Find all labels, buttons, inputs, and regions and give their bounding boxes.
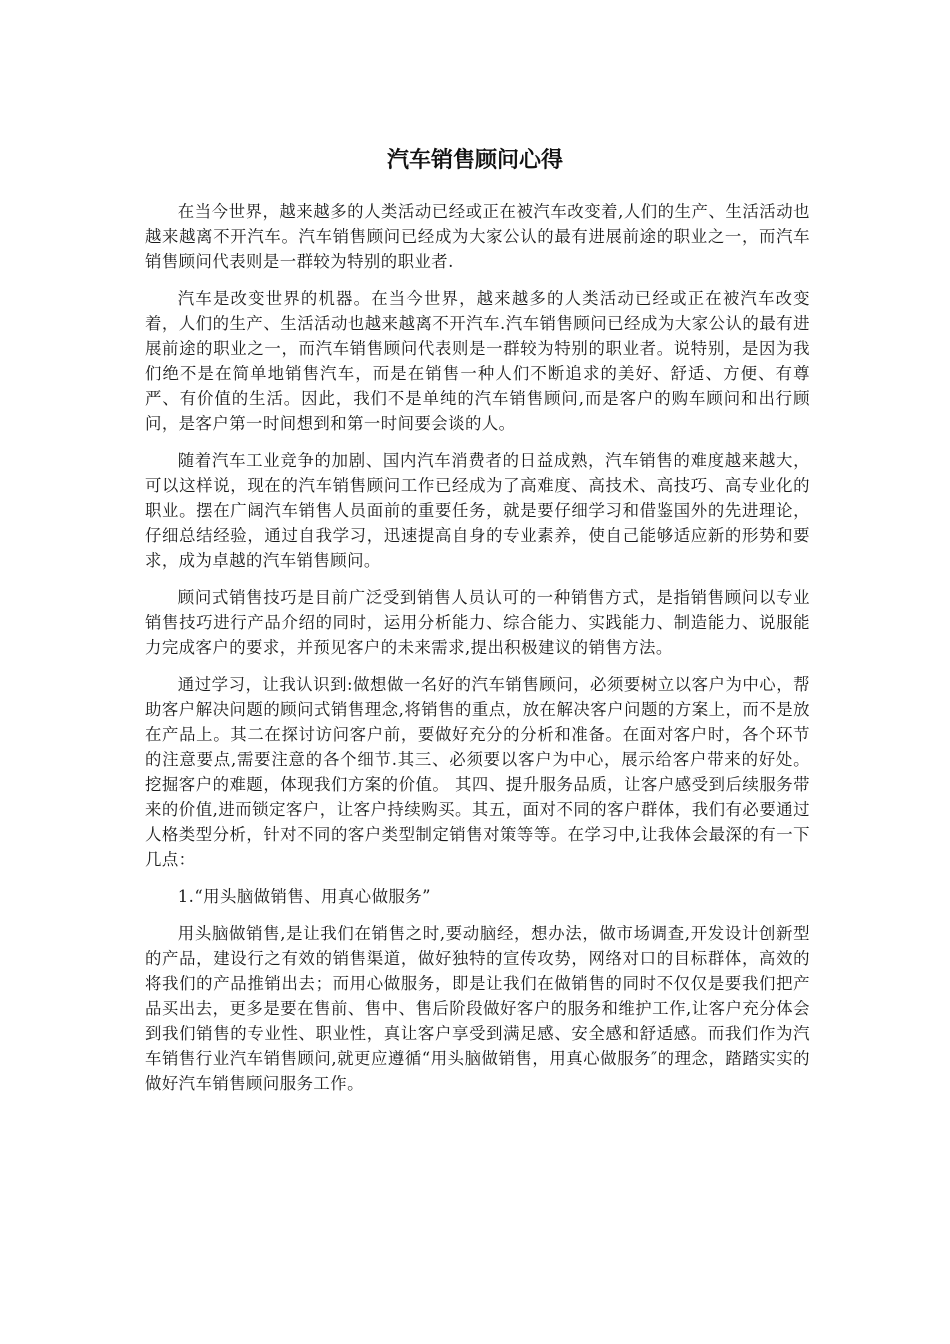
- paragraph-learnings: 通过学习，让我认识到:做想做一名好的汽车销售顾问，必须要树立以客户为中心，帮助客户解决问题的顾问式销售理念,将销售的重点，放在解决客户问题的方案上，而不是放在产品上。其二在探讨访问客户前，要做好充分的分析和准备。在面对客户时，各个环节的注意要点,需要注意的各个细节.其三、必须要以客户为中心，展示给客户带来的好处。挖掘客户的难题，体现我们方案的价值。 其四、提升服务品质，让客户感受到后续服务带来的价值,进而锁定客户，让客户持续购买。其五，面对不同的客户群体，我们有必要通过人格类型分析，针对不同的客户类型制定销售对策等等。在学习中,让我体会最深的有一下几点：: [145, 675, 810, 869]
- paragraph-head-and-heart: 用头脑做销售,是让我们在销售之时,要动脑经，想办法，做市场调查,开发设计创新型的产品，建设行之有效的销售渠道，做好独特的宣传攻势，网络对口的目标群体，高效的将我们的产品推销出去；而用心做服务，即是让我们在做销售的同时不仅仅是要我们把产品买出去，更多是要在售前、售中、售后阶段做好客户的服务和维护工作,让客户充分体会到我们销售的专业性、职业性，真让客户享受到满足感、安全感和舒适感。而我们作为汽车销售行业汽车销售顾问,就更应遵循“用头脑做销售，用真心做服务″的理念，踏踏实实的做好汽车销售顾问服务工作。: [145, 924, 810, 1093]
- paragraph-car-changes-world: 汽车是改变世界的机器。在当今世界，越来越多的人类活动已经或正在被汽车改变着，人们的生产、生活活动也越来越离不开汽车.汽车销售顾问已经成为大家公认的最有进展前途的职业之一，而汽车销售顾问代表则是一群较为特别的职业者。说特别，是因为我们绝不是在简单地销售汽车，而是在销售一种人们不断追求的美好、舒适、方便、有尊严、有价值的生活。因此，我们不是单纯的汽车销售顾问,而是客户的购车顾问和出行顾问，是客户第一时间想到和第一时间要会谈的人。: [145, 289, 810, 433]
- paragraph-consultative-selling: 顾问式销售技巧是目前广泛受到销售人员认可的一种销售方式，是指销售顾问以专业销售技巧进行产品介绍的同时，运用分析能力、综合能力、实践能力、制造能力、说服能力完成客户的要求，并预见客户的未来需求,提出积极建议的销售方法。: [145, 588, 810, 657]
- document-title: 汽车销售顾问心得: [386, 148, 563, 173]
- paragraph-intro: 在当今世界，越来越多的人类活动已经或正在被汽车改变着,人们的生产、生活活动也越来越离不开汽车。汽车销售顾问已经成为大家公认的最有进展前途的职业之一，而汽车销售顾问代表则是一群较为特别的职业者.: [145, 202, 810, 271]
- list-item-heading-1: 1.“用头脑做销售、用真心做服务”: [177, 887, 431, 906]
- paragraph-competition: 随着汽车工业竞争的加剧、国内汽车消费者的日益成熟，汽车销售的难度越来越大，可以这样说，现在的汽车销售顾问工作已经成为了高难度、高技术、高技巧、高专业化的职业。摆在广阔汽车销售人员面前的重要任务，就是要仔细学习和借鉴国外的先进理论，仔细总结经验，通过自我学习，迅速提高自身的专业素养，使自己能够适应新的形势和要求，成为卓越的汽车销售顾问。: [145, 451, 810, 570]
- document-body: [145, 199, 810, 1108]
